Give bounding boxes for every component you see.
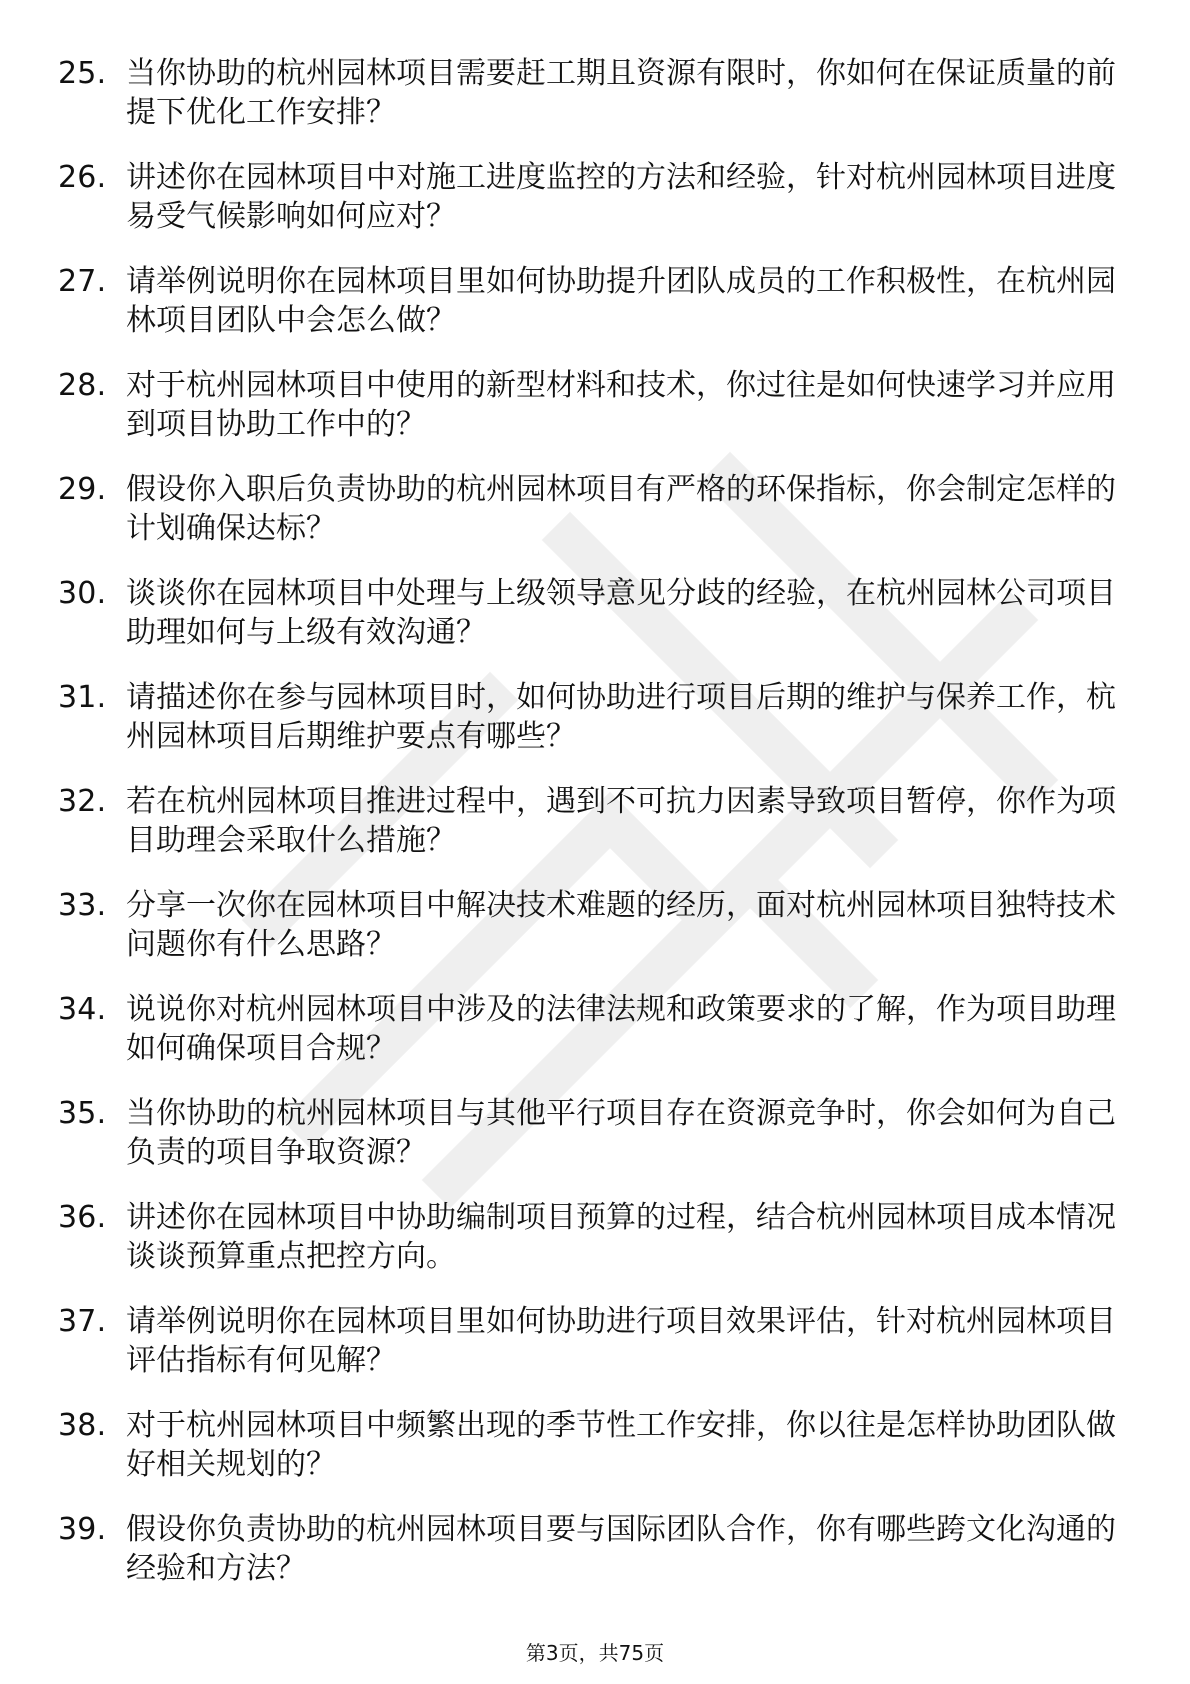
question-number: 39. [58, 1512, 107, 1547]
question-item [58, 1510, 1118, 1614]
question-number: 36. [58, 1200, 107, 1235]
question-number: 26. [58, 160, 107, 195]
question-number: 25. [58, 56, 107, 91]
question-item [58, 1094, 1118, 1198]
question-item [58, 470, 1118, 574]
page-footer: 第3页，共75页 [525, 1641, 665, 1665]
question-text: 讲述你在园林项目中对施工进度监控的方法和经验，针对杭州园林项目进度易受气候影响如何应对？ [126, 160, 1116, 234]
question-text: 当你协助的杭州园林项目需要赶工期且资源有限时，你如何在保证质量的前提下优化工作安排？ [126, 56, 1116, 130]
question-text: 对于杭州园林项目中频繁出现的季节性工作安排，你以往是怎样协助团队做好相关规划的？ [126, 1408, 1116, 1482]
question-item [58, 782, 1118, 886]
question-text: 分享一次你在园林项目中解决技术难题的经历，面对杭州园林项目独特技术问题你有什么思路？ [126, 888, 1116, 962]
question-number: 35. [58, 1096, 107, 1131]
question-number: 28. [58, 368, 107, 403]
question-item [58, 158, 1118, 262]
question-number: 38. [58, 1408, 107, 1443]
question-item [58, 886, 1118, 990]
question-text: 说说你对杭州园林项目中涉及的法律法规和政策要求的了解，作为项目助理如何确保项目合规？ [126, 992, 1116, 1066]
question-text: 讲述你在园林项目中协助编制项目预算的过程，结合杭州园林项目成本情况谈谈预算重点把控方向。 [126, 1200, 1116, 1274]
question-text: 假设你负责协助的杭州园林项目要与国际团队合作，你有哪些跨文化沟通的经验和方法？ [126, 1512, 1116, 1586]
question-item [58, 990, 1118, 1094]
question-number: 29. [58, 472, 107, 507]
question-text: 谈谈你在园林项目中处理与上级领导意见分歧的经验，在杭州园林公司项目助理如何与上级有效沟通？ [126, 576, 1116, 650]
question-number: 34. [58, 992, 107, 1027]
question-text: 对于杭州园林项目中使用的新型材料和技术，你过往是如何快速学习并应用到项目协助工作中的？ [126, 368, 1116, 442]
question-number: 33. [58, 888, 107, 923]
question-item [58, 574, 1118, 678]
question-item [58, 366, 1118, 470]
question-text: 假设你入职后负责协助的杭州园林项目有严格的环保指标，你会制定怎样的计划确保达标？ [126, 472, 1116, 546]
question-item [58, 1198, 1118, 1302]
question-number: 30. [58, 576, 107, 611]
question-text: 请举例说明你在园林项目里如何协助进行项目效果评估，针对杭州园林项目评估指标有何见解？ [126, 1304, 1116, 1378]
question-item [58, 1406, 1118, 1510]
question-item [58, 262, 1118, 366]
question-number: 31. [58, 680, 107, 715]
question-text: 请举例说明你在园林项目里如何协助提升团队成员的工作积极性，在杭州园林项目团队中会怎么做？ [126, 264, 1116, 338]
question-number: 37. [58, 1304, 107, 1339]
question-text: 当你协助的杭州园林项目与其他平行项目存在资源竞争时，你会如何为自己负责的项目争取资源？ [126, 1096, 1116, 1170]
question-text: 若在杭州园林项目推进过程中，遇到不可抗力因素导致项目暂停，你作为项目助理会采取什么措施？ [126, 784, 1116, 858]
question-item [58, 1302, 1118, 1406]
question-text: 请描述你在参与园林项目时，如何协助进行项目后期的维护与保养工作，杭州园林项目后期维护要点有哪些？ [126, 680, 1116, 754]
question-item [58, 678, 1118, 782]
question-list [58, 54, 1118, 1614]
question-item [58, 54, 1118, 158]
question-number: 27. [58, 264, 107, 299]
question-number: 32. [58, 784, 107, 819]
